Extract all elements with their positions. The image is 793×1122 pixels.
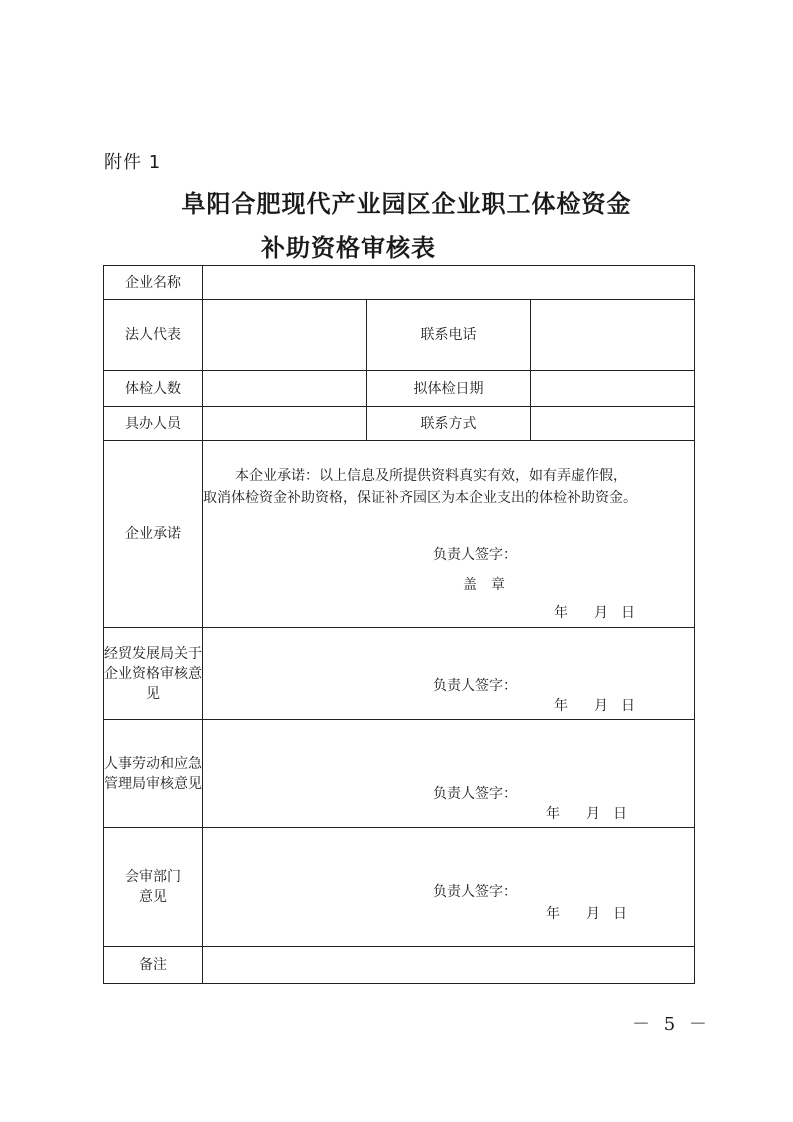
attachment-label: 附件 1 — [104, 152, 162, 173]
date-year: 年 — [554, 605, 568, 621]
exam-count-label: 体检人数 — [104, 371, 203, 407]
pledge-date — [541, 603, 635, 623]
date-day: 日 — [613, 806, 627, 822]
legal-rep-label: 法人代表 — [104, 300, 203, 371]
exam-count-field[interactable] — [203, 371, 367, 407]
date-year: 年 — [546, 906, 560, 922]
joint-opinion-label: 会审部门意见 — [104, 828, 203, 947]
remarks-field[interactable] — [203, 947, 695, 984]
contact-phone-field[interactable] — [531, 300, 695, 371]
econ-date — [541, 696, 635, 716]
date-day: 日 — [621, 605, 635, 621]
row-remarks — [104, 947, 695, 984]
row-hr-opinion — [104, 720, 695, 828]
econ-opinion-cell[interactable] — [203, 628, 695, 720]
hr-opinion-cell[interactable] — [203, 720, 695, 828]
handler-label: 具办人员 — [104, 407, 203, 441]
pledge-label: 企业承诺 — [104, 441, 203, 628]
row-exam-count — [104, 371, 695, 407]
form-title-line1: 阜阳合肥现代产业园区企业职工体检资金 — [181, 190, 632, 218]
review-form-table — [103, 265, 695, 984]
contact-method-field[interactable] — [531, 407, 695, 441]
row-company-name — [104, 266, 695, 300]
planned-date-field[interactable] — [531, 371, 695, 407]
econ-signature-label: 负责人签字： — [433, 678, 517, 694]
date-year: 年 — [554, 698, 568, 714]
contact-method-label: 联系方式 — [367, 407, 531, 441]
pledge-cell — [203, 441, 695, 628]
hr-signature-label: 负责人签字： — [433, 786, 517, 802]
date-month: 月 — [594, 605, 608, 621]
remarks-label: 备注 — [104, 947, 203, 984]
pledge-signature-label: 负责人签字： — [433, 547, 517, 563]
date-day: 日 — [621, 698, 635, 714]
pledge-seal-label: 盖 章 — [463, 577, 505, 593]
company-name-field[interactable] — [203, 266, 695, 300]
page-number: － 5 － — [632, 1014, 711, 1035]
row-joint-opinion — [104, 828, 695, 947]
legal-rep-field[interactable] — [203, 300, 367, 371]
pledge-text — [203, 465, 694, 509]
handler-field[interactable] — [203, 407, 367, 441]
contact-phone-label: 联系电话 — [367, 300, 531, 371]
hr-opinion-label: 人事劳动和应急管理局审核意见 — [104, 720, 203, 828]
date-month: 月 — [586, 906, 600, 922]
joint-opinion-cell[interactable] — [203, 828, 695, 947]
row-pledge — [104, 441, 695, 628]
planned-date-label: 拟体检日期 — [367, 371, 531, 407]
date-day: 日 — [613, 906, 627, 922]
company-name-label: 企业名称 — [104, 266, 203, 300]
pledge-text-line2: 取消体检资金补助资格，保证补齐园区为本企业支出的体检补助资金。 — [203, 490, 637, 506]
hr-date — [533, 804, 627, 824]
joint-signature-label: 负责人签字： — [433, 884, 517, 900]
date-month: 月 — [586, 806, 600, 822]
row-econ-opinion — [104, 628, 695, 720]
date-month: 月 — [594, 698, 608, 714]
pledge-text-line1: 本企业承诺：以上信息及所提供资料真实有效，如有弄虚作假， — [235, 468, 627, 484]
form-title-line2: 补助资格审核表 — [261, 234, 436, 262]
row-legal-rep — [104, 300, 695, 371]
date-year: 年 — [546, 806, 560, 822]
econ-opinion-label: 经贸发展局关于企业资格审核意见 — [104, 628, 203, 720]
joint-date — [533, 904, 627, 924]
row-handler — [104, 407, 695, 441]
